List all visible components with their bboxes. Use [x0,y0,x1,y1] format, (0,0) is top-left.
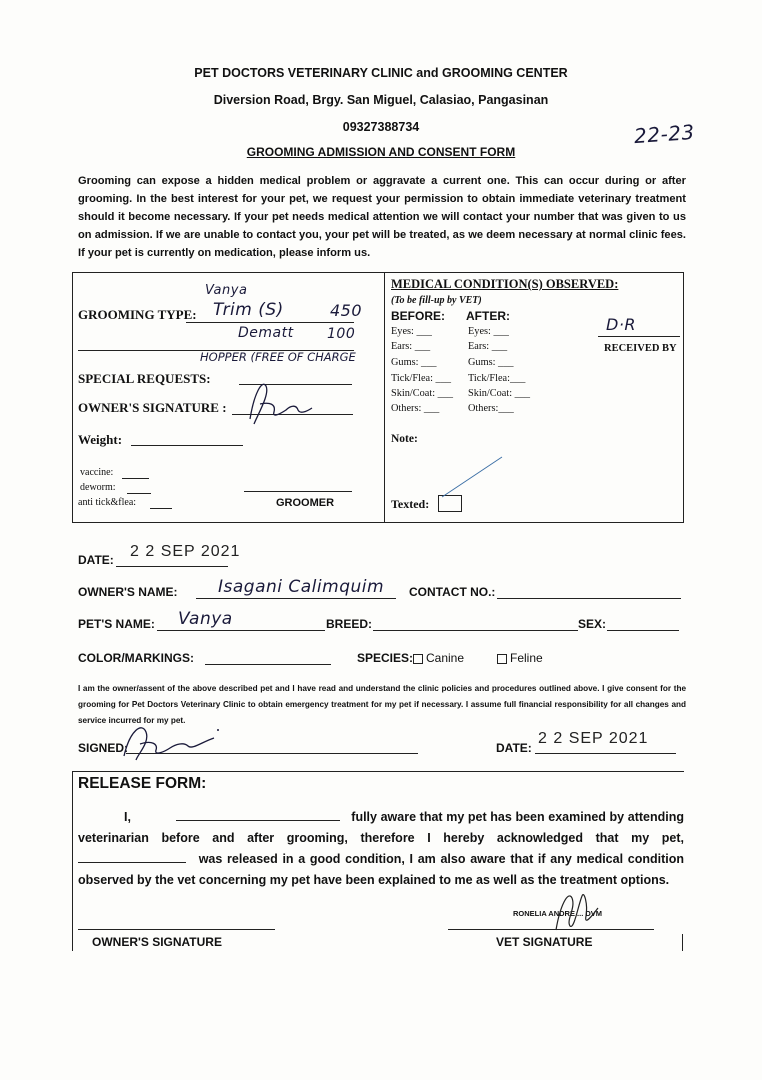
intro-paragraph: Grooming can expose a hidden medical problem or aggravate a current one. This can occur during or after grooming. In the best interest for your pet, we request your permission to obtain immediate veterinary treatment should it become necessary. If your pet needs medical attention we will contact your number that was given to us on admission. If we are unable to contact you, your pet will be treated, as we deem necessary at normal clinic fees. If your pet is currently on medication, please inform us. [78,175,686,259]
date-stamp: 2 2 SEP 2021 [130,543,241,560]
clinic-name: PET DOCTORS VETERINARY CLINIC and GROOMING CENTER [194,66,568,80]
medical-condition-title: MEDICAL CONDITION(S) OBSERVED: [391,277,619,291]
before-others: Others: ___ [391,403,440,414]
release-text-part2: was released in a good condition, I am also aware that if any medical condition observed by the vet concerning my pet have been explained to me as well as the treatment options. [78,852,684,887]
owner-name-label: OWNER'S NAME: [78,585,178,599]
before-ears-label: Ears: [391,341,413,352]
handwritten-dematt: Dematt [238,325,294,341]
before-skin: Skin/Coat: ___ [391,388,454,399]
release-paragraph [78,807,684,891]
after-eyes-label: Eyes: [468,326,491,337]
consent-date-line[interactable] [535,753,676,754]
after-others-label: Others: [468,403,499,414]
after-tick-label: Tick/Flea: [468,373,510,384]
color-markings-line[interactable] [205,664,331,665]
release-owner-signature-label: OWNER'S SIGNATURE [92,935,222,949]
sex-line[interactable] [607,630,679,631]
release-text-part1: fully aware that my pet has been examined by attending veterinarian before and after grooming, therefore I hereby acknowledged that my pet, [78,810,684,845]
release-top-rule [72,771,684,772]
canine-label: Canine [426,651,465,665]
contact-label: CONTACT NO.: [409,585,496,599]
before-label: BEFORE: [391,309,445,323]
before-tick: Tick/Flea: ___ [391,373,451,384]
groomer-label: GROOMER [276,497,335,509]
date-label: DATE: [78,553,114,567]
release-i: I, [124,810,131,824]
after-gums: Gums: ___ [468,357,514,368]
after-label: AFTER: [466,309,510,323]
texted-check-stroke-icon [440,455,505,500]
handwritten-owner-name: Isagani Calimquim [218,577,385,597]
before-eyes: Eyes: ___ [391,326,432,337]
texted-label: Texted: [391,497,430,511]
vaccine-line[interactable] [122,478,149,479]
owner-signature-label: OWNER'S SIGNATURE : [78,400,227,415]
after-eyes: Eyes: ___ [468,326,509,337]
before-gums-label: Gums: [391,357,419,368]
after-others: Others:___ [468,403,514,414]
handwritten-received-by: D·R [606,315,637,334]
species-canine-option[interactable] [413,651,464,665]
groomer-line[interactable] [244,491,352,492]
breed-line[interactable] [373,630,578,631]
deworm-label: deworm: [80,482,116,493]
handwritten-special-note: HOPPER (FREE OF CHARGE [200,350,356,364]
special-requests-label: SPECIAL REQUESTS: [78,371,211,386]
canine-checkbox[interactable] [413,654,423,664]
feline-label: Feline [510,651,543,665]
contact-line[interactable] [497,598,681,599]
consent-date-stamp: 2 2 SEP 2021 [538,730,649,747]
handwritten-grooming-price: 450 [330,301,363,320]
release-owner-name-line[interactable] [176,808,340,821]
after-ears-label: Ears: [468,341,490,352]
before-gums: Gums: ___ [391,357,437,368]
vet-signature-label: VET SIGNATURE [496,935,593,949]
breed-label: BREED: [326,617,373,631]
species-label: SPECIES: [357,651,414,665]
handwritten-pet-name-small: Vanya [205,283,248,298]
color-markings-label: COLOR/MARKINGS: [78,651,194,665]
after-skin: Skin/Coat: ___ [468,388,531,399]
anti-tick-line[interactable] [150,508,172,509]
before-tick-label: Tick/Flea: [391,373,433,384]
handwritten-grooming-type[interactable]: Trim (S) [213,300,284,320]
grooming-type-line [186,322,354,323]
note-label: Note: [391,433,418,445]
release-right-rule [682,934,683,951]
owner-name-line[interactable] [196,598,396,599]
vet-name: RONELIA ANDRE ... DVM [513,909,603,918]
after-tick: Tick/Flea:___ [468,373,526,384]
release-owner-signature-line[interactable] [78,929,275,930]
pet-name-line[interactable] [157,630,325,631]
release-left-rule [72,771,73,951]
weight-label: Weight: [78,432,123,447]
medical-condition-subtitle: (To be fill-up by VET) [391,295,482,306]
consent-paragraph: I am the owner/assent of the above described pet and I have read and understand the clinic policies and procedures outlined above. I give consent for the grooming for Pet Doctors Veterinary Clinic to obtain emergency treatment for my pet if necessary. I assume full financial responsibility for all changes and service incurred for my pet. [78,684,686,725]
date-line[interactable] [116,566,228,567]
clinic-phone: 09327388734 [342,120,420,134]
release-pet-name-line[interactable] [78,850,186,863]
clinic-address: Diversion Road, Brgy. San Miguel, Calasiao, Pangasinan [213,93,549,107]
pet-name-label: PET'S NAME: [78,617,155,631]
weight-line[interactable] [131,445,243,446]
owner-signature-scribble-icon [240,374,320,434]
before-skin-label: Skin/Coat: [391,388,436,399]
release-form-title: RELEASE FORM: [78,775,207,792]
received-by-line[interactable] [598,336,680,337]
after-ears: Ears: ___ [468,341,508,352]
box-divider [384,272,385,522]
after-skin-label: Skin/Coat: [468,388,513,399]
before-ears: Ears: ___ [391,341,431,352]
before-others-label: Others: [391,403,422,414]
feline-checkbox[interactable] [497,654,507,664]
sex-label: SEX: [578,617,607,631]
anti-tick-label: anti tick&flea: [78,497,137,508]
form-title-text: GROOMING ADMISSION AND CONSENT FORM [246,145,516,159]
consent-date-label: DATE: [496,741,532,755]
species-feline-option[interactable] [497,651,543,665]
consent-signature-scribble-icon [118,720,228,765]
deworm-line[interactable] [127,493,151,494]
handwritten-dematt-price: 100 [327,326,356,342]
vaccine-label: vaccine: [80,467,114,478]
after-gums-label: Gums: [468,357,496,368]
grooming-type-label: GROOMING TYPE: [78,307,197,322]
handwritten-pet-name: Vanya [178,609,233,629]
vet-signature-line[interactable] [448,929,654,930]
before-eyes-label: Eyes: [391,326,414,337]
received-by-label: RECEIVED BY [604,343,677,354]
handwritten-ref-number: 22-23 [633,119,696,149]
signed-label: SIGNED: [78,741,129,755]
